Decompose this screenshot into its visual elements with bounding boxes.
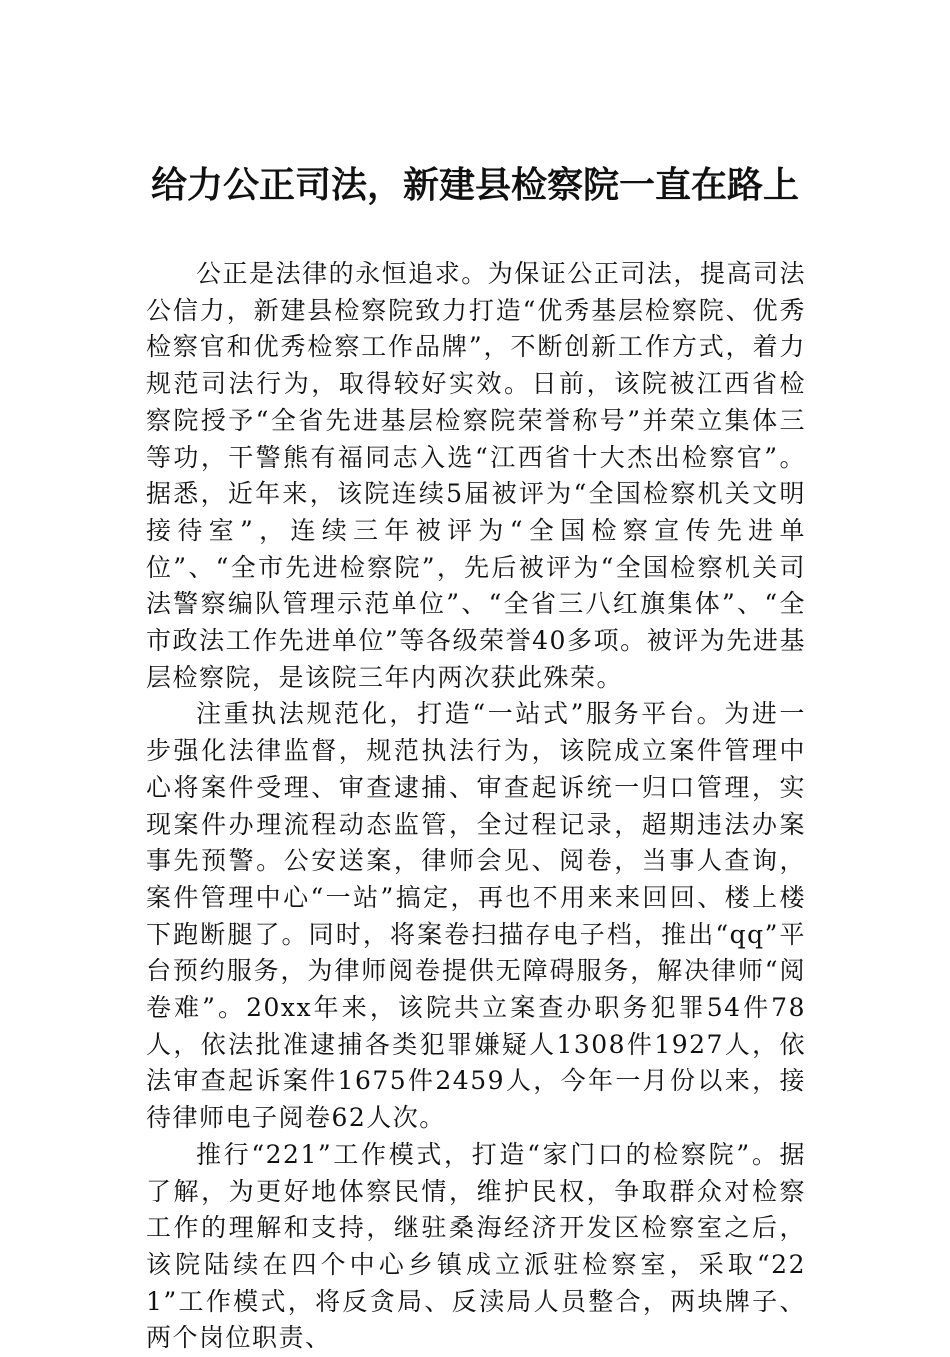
- document-body: [146, 256, 806, 1357]
- paragraph-1: 公正是法律的永恒追求。为保证公正司法，提高司法公信力，新建县检察院致力打造“优秀基层检察院、优秀检察官和优秀检察工作品牌”，不断创新工作方式，着力规范司法行为，取得较好实效。日前，该院被江西省检察院授予“全省先进基层检察院荣誉称号”并荣立集体三等功，干警熊有福同志入选“江西省十大杰出检察官”。据悉，近年来，该院连续5届被评为“全国检察机关文明接待室”，连续三年被评为“全国检察宣传先进单位”、“全市先进检察院”，先后被评为“全国检察机关司法警察编队管理示范单位”、“全省三八红旗集体”、“全市政法工作先进单位”等各级荣誉40多项。被评为先进基层检察院，是该院三年内两次获此殊荣。: [146, 259, 806, 692]
- paragraph-2: 注重执法规范化，打造“一站式”服务平台。为进一步强化法律监督，规范执法行为，该院成立案件管理中心将案件受理、审查逮捕、审查起诉统一归口管理，实现案件办理流程动态监管，全过程记录，超期违法办案事先预警。公安送案，律师会见、阅卷，当事人查询，案件管理中心“一站”搞定，再也不用来来回回、楼上楼下跑断腿了。同时，将案卷扫描存电子档，推出“qq”平台预约服务，为律师阅卷提供无障碍服务，解决律师“阅卷难”。20xx年来，该院共立案查办职务犯罪54件78人，依法批准逮捕各类犯罪嫌疑人1308件1927人，依法审查起诉案件1675件2459人，今年一月份以来，接待律师电子阅卷62人次。: [146, 699, 806, 1133]
- document-title: 给力公正司法，新建县检察院一直在路上: [150, 164, 799, 206]
- paragraph-3: 推行“221”工作模式，打造“家门口的检察院”。据了解，为更好地体察民情，维护民权，争取群众对检察工作的理解和支持，继驻桑海经济开发区检察室之后，该院陆续在四个中心乡镇成立派驻检察室，采取“221”工作模式，将反贪局、反渎局人员整合，两块牌子、两个岗位职责、: [146, 1139, 806, 1353]
